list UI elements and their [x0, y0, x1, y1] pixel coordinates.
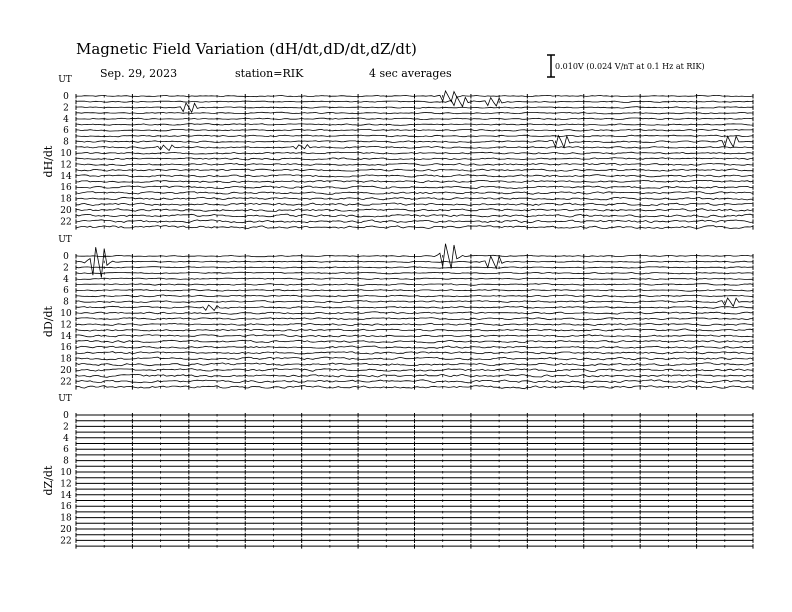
hour-label-2: 2 [63, 103, 69, 114]
hour-label-6: 6 [63, 126, 69, 137]
hour-label-10: 10 [60, 309, 72, 319]
hour-label-16: 16 [60, 502, 72, 513]
hour-label-20: 20 [60, 206, 72, 216]
hour-label-0: 0 [63, 411, 69, 421]
hour-label-4: 4 [63, 274, 69, 285]
hour-label-16: 16 [60, 183, 72, 194]
panel-ylabel: dD/dt [42, 306, 55, 338]
panel-ylabel: dZ/dt [42, 465, 55, 496]
hour-label-16: 16 [60, 343, 72, 354]
hour-label-0: 0 [63, 252, 69, 262]
hour-label-14: 14 [60, 171, 72, 182]
hour-label-4: 4 [63, 433, 69, 444]
panel-dhdt [42, 75, 753, 230]
hour-label-8: 8 [63, 297, 69, 308]
hour-label-22: 22 [60, 377, 72, 388]
panel-time-label: UT [58, 394, 72, 404]
station-label: station=RIK [235, 67, 304, 80]
hour-label-8: 8 [63, 456, 69, 467]
hour-label-12: 12 [60, 160, 72, 171]
panel-dzdt [42, 394, 753, 549]
panel-ylabel: dH/dt [42, 145, 55, 178]
hour-label-6: 6 [63, 286, 69, 297]
averaging-label: 4 sec averages [369, 67, 452, 80]
hour-label-8: 8 [63, 137, 69, 148]
hour-label-2: 2 [63, 263, 69, 274]
date-label: Sep. 29, 2023 [100, 67, 178, 80]
hour-label-12: 12 [60, 479, 72, 490]
hour-label-22: 22 [60, 536, 72, 547]
panel-dddt [42, 235, 753, 390]
hour-label-12: 12 [60, 320, 72, 331]
scale-bar-label: 0.010V (0.024 V/nT at 0.1 Hz at RIK) [555, 62, 705, 71]
hour-label-18: 18 [60, 194, 72, 205]
hour-label-10: 10 [60, 149, 72, 159]
chart-title: Magnetic Field Variation (dH/dt,dD/dt,dZ/dt) [76, 40, 417, 58]
hour-label-20: 20 [60, 525, 72, 535]
hour-label-4: 4 [63, 114, 69, 125]
hour-label-10: 10 [60, 468, 72, 478]
hour-label-6: 6 [63, 445, 69, 456]
hour-label-0: 0 [63, 92, 69, 102]
hour-label-2: 2 [63, 422, 69, 433]
hour-label-22: 22 [60, 217, 72, 228]
panel-time-label: UT [58, 235, 72, 245]
hour-label-18: 18 [60, 513, 72, 524]
hour-label-14: 14 [60, 331, 72, 342]
scale-bar [547, 55, 705, 77]
hour-label-14: 14 [60, 490, 72, 501]
hour-label-18: 18 [60, 354, 72, 365]
panels [42, 75, 753, 549]
panel-time-label: UT [58, 75, 72, 85]
hour-label-20: 20 [60, 366, 72, 376]
